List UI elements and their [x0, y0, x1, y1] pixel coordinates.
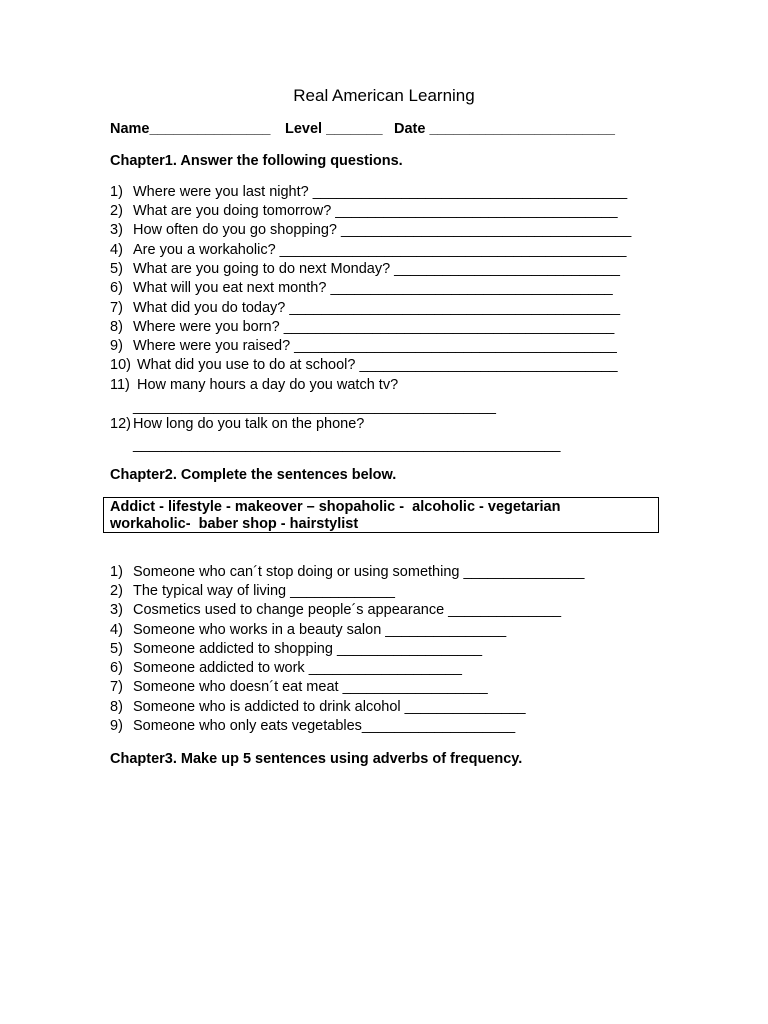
question-text: Are you a workaholic? ___________________________________________ [133, 242, 627, 258]
sentence-text: Cosmetics used to change people´s appearance ______________ [133, 602, 562, 618]
question-text: What will you eat next month? ___________________________________ [133, 280, 613, 296]
sentence-text: Someone who works in a beauty salon _______________ [133, 622, 507, 638]
item-number: 1) [110, 564, 123, 580]
item-number: 11) [110, 377, 130, 393]
level-field: Level _______ [285, 121, 383, 137]
question-text: Where were you born? _________________________________________ [133, 319, 615, 335]
item-number: 3) [110, 602, 123, 618]
word-bank-line: Addict - lifestyle - makeover – shopaholic - alcoholic - vegetarian [110, 499, 561, 515]
answer-line: _____________________________________________________ [133, 437, 561, 453]
chapter2-heading: Chapter2. Complete the sentences below. [110, 467, 397, 483]
sentence-text: Someone addicted to work ___________________ [133, 660, 462, 676]
question-text: What did you use to do at school? ________________________________ [137, 357, 618, 373]
item-number: 3) [110, 222, 123, 238]
sentence-text: Someone who doesn´t eat meat __________________ [133, 679, 488, 695]
chapter3-heading: Chapter3. Make up 5 sentences using adverbs of frequency. [110, 751, 523, 767]
item-number: 2) [110, 203, 123, 219]
sentence-text: Someone who can´t stop doing or using something _______________ [133, 564, 585, 580]
item-number: 8) [110, 699, 123, 715]
question-text: How long do you talk on the phone? [133, 416, 365, 432]
sentence-text: Someone who is addicted to drink alcohol _______________ [133, 699, 526, 715]
question-text: What did you do today? _________________________________________ [133, 300, 621, 316]
item-number: 1) [110, 184, 123, 200]
chapter1-heading: Chapter1. Answer the following questions. [110, 153, 403, 169]
question-text: Where were you raised? ________________________________________ [133, 338, 617, 354]
item-number: 5) [110, 641, 123, 657]
item-number: 8) [110, 319, 123, 335]
question-text: How often do you go shopping? ____________________________________ [133, 222, 632, 238]
question-text: Where were you last night? _______________________________________ [133, 184, 628, 200]
item-number: 4) [110, 242, 123, 258]
question-text: What are you going to do next Monday? ____________________________ [133, 261, 620, 277]
date-field: Date _______________________ [394, 121, 615, 137]
sentence-text: Someone who only eats vegetables___________________ [133, 718, 516, 734]
item-number: 2) [110, 583, 123, 599]
question-text: How many hours a day do you watch tv? [137, 377, 399, 393]
item-number: 9) [110, 718, 123, 734]
word-bank [103, 497, 659, 533]
item-number: 9) [110, 338, 123, 354]
item-number: 7) [110, 679, 123, 695]
sentence-text: Someone addicted to shopping __________________ [133, 641, 483, 657]
item-number: 12) [110, 416, 131, 432]
name-field: Name_______________ [110, 121, 271, 137]
item-number: 4) [110, 622, 123, 638]
sentence-text: The typical way of living _____________ [133, 583, 395, 599]
item-number: 6) [110, 280, 123, 296]
page-title: Real American Learning [293, 86, 475, 105]
item-number: 10) [110, 357, 131, 373]
item-number: 7) [110, 300, 123, 316]
word-bank-line: workaholic- baber shop - hairstylist [110, 516, 359, 532]
item-number: 6) [110, 660, 123, 676]
item-number: 5) [110, 261, 123, 277]
answer-line: _____________________________________________ [133, 399, 496, 415]
question-text: What are you doing tomorrow? ___________________________________ [133, 203, 618, 219]
